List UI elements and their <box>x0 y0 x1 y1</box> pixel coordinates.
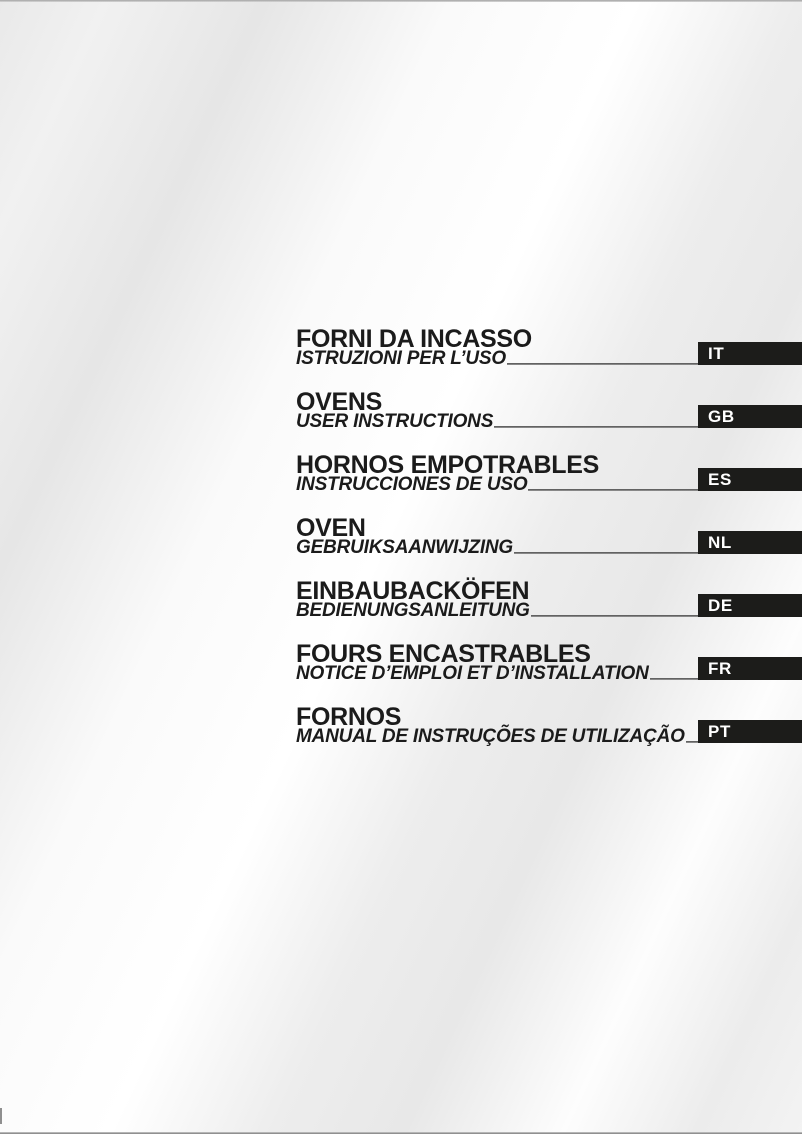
manual-subtitle: ISTRUZIONI PER L’USO <box>296 348 506 369</box>
leader-line <box>528 489 698 491</box>
language-code: IT <box>708 344 725 363</box>
product-title: FORNOS <box>296 703 402 731</box>
leader-line <box>531 615 698 617</box>
product-title: FOURS ENCASTRABLES <box>296 640 591 668</box>
manual-subtitle: NOTICE D’EMPLOI ET D’INSTALLATION <box>296 663 649 684</box>
leader-line <box>650 678 698 680</box>
product-title: HORNOS EMPOTRABLES <box>296 451 599 479</box>
language-code: PT <box>708 722 731 741</box>
language-badge <box>698 657 802 680</box>
product-title: OVENS <box>296 388 383 416</box>
leader-line <box>494 426 698 428</box>
language-code: GB <box>708 407 735 426</box>
language-code: NL <box>708 533 732 552</box>
language-entry-de <box>296 577 802 621</box>
language-entry-es <box>296 451 802 495</box>
leader-line <box>686 741 698 743</box>
scan-edge-mark <box>0 1108 2 1124</box>
language-code: ES <box>708 470 732 489</box>
manual-subtitle: BEDIENUNGSANLEITUNG <box>296 600 530 621</box>
product-title: EINBAUBACKÖFEN <box>296 577 530 605</box>
language-entry-gb <box>296 388 802 432</box>
language-badge <box>698 531 802 554</box>
manual-subtitle: INSTRUCCIONES DE USO <box>296 474 528 495</box>
leader-line <box>507 363 698 365</box>
language-badge <box>698 594 802 617</box>
language-entry-fr <box>296 640 802 684</box>
language-code: FR <box>708 659 732 678</box>
language-badge <box>698 720 802 743</box>
language-entry-pt <box>296 703 802 747</box>
page-top-edge-line <box>0 0 802 2</box>
product-title: FORNI DA INCASSO <box>296 325 532 353</box>
language-entry-nl <box>296 514 802 558</box>
manual-subtitle: USER INSTRUCTIONS <box>296 411 494 432</box>
language-badge <box>698 342 802 365</box>
manual-subtitle: GEBRUIKSAANWIJZING <box>296 537 514 558</box>
language-badge <box>698 405 802 428</box>
product-title: OVEN <box>296 514 366 542</box>
manual-subtitle: MANUAL DE INSTRUÇÕES DE UTILIZAÇÃO <box>296 726 685 747</box>
leader-line <box>514 552 698 554</box>
language-badge <box>698 468 802 491</box>
language-code: DE <box>708 596 733 615</box>
language-entry-it <box>296 325 802 369</box>
